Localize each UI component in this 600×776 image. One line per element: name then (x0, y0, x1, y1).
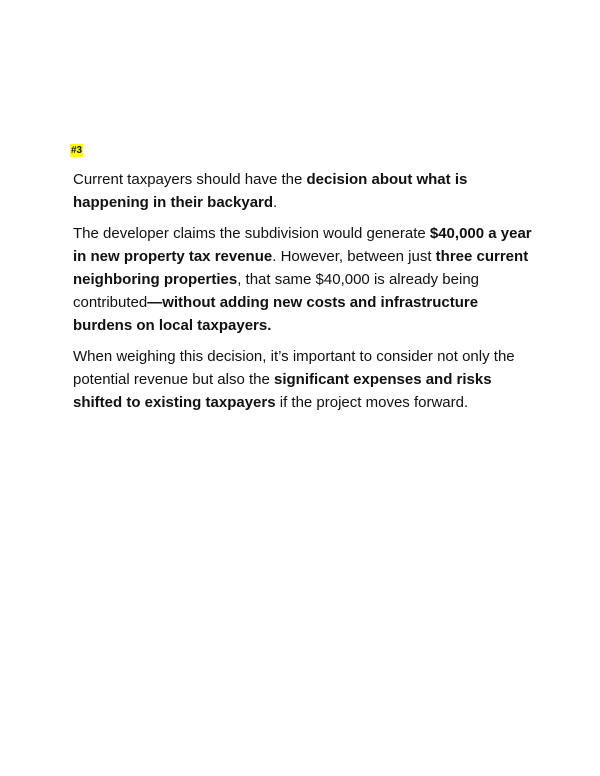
paragraph-3-emphasis: significant expenses and risks shifted to existing taxpayers (73, 371, 492, 411)
paragraph-2-text-a: The developer claims the subdivision would generate (73, 225, 430, 242)
paragraph-3 (73, 345, 533, 414)
paragraph-1 (73, 168, 533, 214)
paragraph-2-emphasis-revenue: $40,000 a year in new property tax revenue (73, 225, 532, 265)
paragraph-2-text-c: , that same $40,000 is already being contributed (73, 271, 480, 311)
paragraph-3-text-a: When weighing this decision, it’s important to consider not only the potential revenue but also the (73, 348, 515, 388)
paragraph-1-text: Current taxpayers should have the (73, 171, 307, 188)
paragraph-2-emphasis-burdens: —without adding new costs and infrastructure burdens on local taxpayers. (73, 294, 479, 334)
paragraph-2-text-b: . However, between just (272, 248, 436, 265)
paragraph-2 (73, 222, 533, 337)
document-body (73, 168, 533, 422)
paragraph-1-text-end: . (273, 194, 278, 211)
paragraph-2-emphasis-properties: three current neighboring properties (73, 248, 529, 288)
section-number-highlight: #3 (71, 145, 83, 156)
paragraph-1-emphasis: decision about what is happening in their backyard (73, 171, 468, 211)
paragraph-3-text-b: if the project moves forward. (275, 394, 469, 411)
